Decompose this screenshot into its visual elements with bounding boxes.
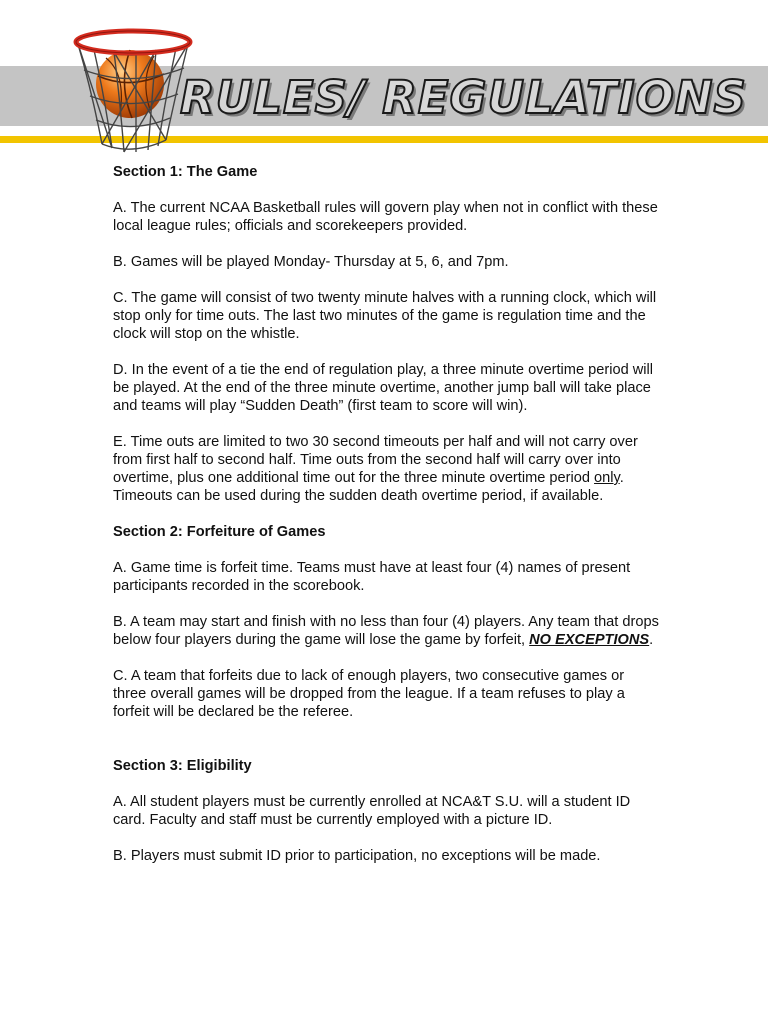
section-2-rule-a: A. Game time is forfeit time. Teams must have at least four (4) names of present participants recorded in the scorebook.	[113, 560, 631, 594]
basketball-hoop-icon	[70, 22, 196, 158]
section-2-heading: Section 2: Forfeiture of Games	[113, 524, 326, 540]
section-2-rule-b	[113, 613, 661, 649]
section-2-rule-b-text-end: .	[649, 632, 654, 648]
document-body	[113, 163, 661, 883]
section-1-rule-d: D. In the event of a tie the end of regulation play, a three minute overtime period will be played. At the end of the three minute overtime, another jump ball will take place and teams will play “Sudden Death” (first team to score will win).	[113, 362, 654, 414]
page-title: RULES/ REGULATIONS	[180, 71, 747, 124]
section-2-rule-b-text: B. A team may start and finish with no less than four (4) players. Any team that drops below four players during the game will lose the game by forfeit,	[113, 614, 659, 648]
section-1-rule-a: A. The current NCAA Basketball rules will govern play when not in conflict with these local league rules; officials and scorekeepers provided.	[113, 200, 658, 234]
section-2-rule-c: C. A team that forfeits due to lack of enough players, two consecutive games or three overall games will be dropped from the league. If a team refuses to play a forfeit will be declared be the referee.	[113, 668, 625, 720]
section-1-rule-e-text-end: . Timeouts can be used during the sudden death overtime period, if available.	[113, 470, 624, 504]
section-3-rule-b: B. Players must submit ID prior to participation, no exceptions will be made.	[113, 848, 601, 864]
spacer	[113, 739, 661, 757]
section-1-rule-e-emphasis: only	[594, 470, 620, 486]
section-3-heading: Section 3: Eligibility	[113, 758, 252, 774]
section-1-rule-c: C. The game will consist of two twenty minute halves with a running clock, which will stop only for time outs. The last two minutes of the game is regulation time and the clock will stop on the whistle.	[113, 290, 657, 342]
section-1-rule-e-text: E. Time outs are limited to two 30 second timeouts per half and will not carry over from first half to second half. Time outs from the second half will carry over into overtime, plus one additional time out for the three minute overtime period	[113, 434, 638, 486]
section-1-rule-b: B. Games will be played Monday- Thursday at 5, 6, and 7pm.	[113, 254, 509, 270]
section-1-rule-e	[113, 433, 661, 505]
section-1-heading: Section 1: The Game	[113, 164, 258, 180]
section-2-rule-b-emphasis: NO EXCEPTIONS	[529, 632, 650, 648]
section-3-rule-a: A. All student players must be currently enrolled at NCA&T S.U. will a student ID card. Faculty and staff must be currently employed with a picture ID.	[113, 794, 631, 828]
